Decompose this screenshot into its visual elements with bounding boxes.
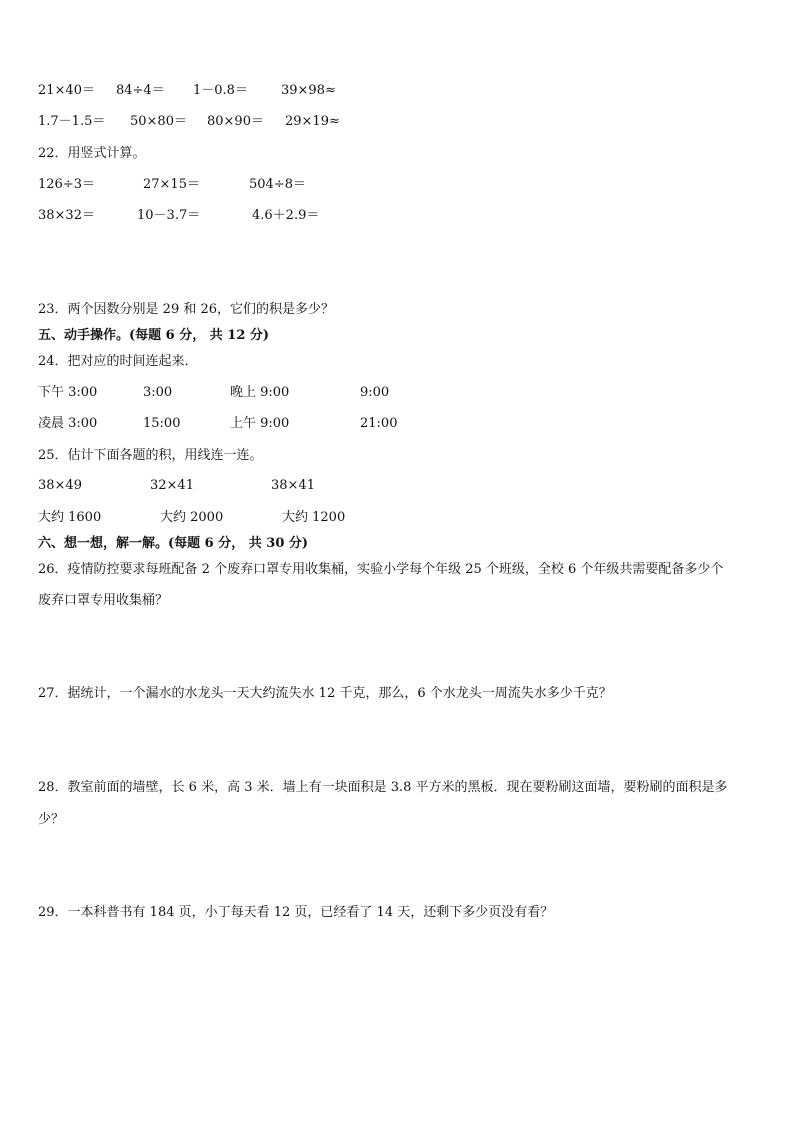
question-22-title: 22．用竖式计算。	[38, 146, 146, 161]
q25-product: 32×41	[150, 478, 194, 493]
q22-item: 38×32＝	[38, 208, 95, 223]
oral-row-2	[0, 112, 793, 132]
question-26-line-1: 26．疫情防控要求每班配备 2 个废弃口罩专用收集桶，实验小学每个年级 25 个班级，全校 6 个年级共需要配备多少个	[38, 562, 724, 577]
q22-item: 504÷8＝	[249, 177, 306, 192]
oral-item: 1.7－1.5＝	[38, 114, 106, 129]
section-5-heading: 五、动手操作。(每题 6 分， 共 12 分)	[38, 328, 270, 343]
q24-item: 9:00	[360, 385, 390, 400]
oral-item: 50×80＝	[130, 114, 187, 129]
q24-row-2	[0, 414, 793, 434]
oral-item: 1－0.8＝	[193, 83, 248, 98]
q25-estimates	[0, 508, 793, 528]
q25-estimate: 大约 1600	[38, 510, 102, 525]
question-29: 29．一本科普书有 184 页，小丁每天看 12 页，已经看了 14 天，还剩下多少页没有看？	[38, 905, 554, 920]
q25-products	[0, 476, 793, 496]
question-25-title: 25．估计下面各题的积，用线连一连。	[38, 448, 263, 463]
q24-item: 晚上 9:00	[230, 385, 290, 400]
question-24-title: 24．把对应的时间连起来．	[38, 354, 198, 369]
oral-item: 80×90＝	[207, 114, 264, 129]
q24-row-1	[0, 383, 793, 403]
question-28-line-2: 少？	[38, 812, 65, 827]
oral-item: 21×40＝	[38, 83, 95, 98]
question-23: 23．两个因数分别是 29 和 26，它们的积是多少？	[38, 302, 335, 317]
question-27: 27．据统计，一个漏水的水龙头一天大约流失水 12 千克，那么，6 个水龙头一周流失水多少千克？	[38, 686, 612, 701]
section-6-heading: 六、想一想，解一解。(每题 6 分， 共 30 分)	[38, 536, 309, 551]
q22-item: 27×15＝	[143, 177, 200, 192]
q25-estimate: 大约 1200	[282, 510, 346, 525]
q24-item: 凌晨 3:00	[38, 416, 98, 431]
oral-item: 39×98≈	[281, 83, 336, 98]
q22-item: 126÷3＝	[38, 177, 95, 192]
oral-item: 29×19≈	[285, 114, 340, 129]
q22-item: 4.6＋2.9＝	[252, 208, 320, 223]
q24-item: 21:00	[360, 416, 398, 431]
question-26-line-2: 废弃口罩专用收集桶？	[38, 593, 169, 608]
q24-item: 下午 3:00	[38, 385, 98, 400]
question-28-line-1: 28．教室前面的墙壁，长 6 米，高 3 米．墙上有一块面积是 3.8 平方米的黑板．现在要粉刷这面墙，要粉刷的面积是多	[38, 780, 728, 795]
q24-item: 15:00	[143, 416, 181, 431]
q22-item: 10－3.7＝	[137, 208, 201, 223]
q25-product: 38×41	[271, 478, 315, 493]
oral-row-1	[0, 81, 793, 101]
q25-product: 38×49	[38, 478, 82, 493]
q22-row-2	[0, 206, 793, 226]
q24-item: 3:00	[143, 385, 173, 400]
q22-row-1	[0, 175, 793, 195]
oral-item: 84÷4＝	[116, 83, 165, 98]
q24-item: 上午 9:00	[230, 416, 290, 431]
q25-estimate: 大约 2000	[160, 510, 224, 525]
